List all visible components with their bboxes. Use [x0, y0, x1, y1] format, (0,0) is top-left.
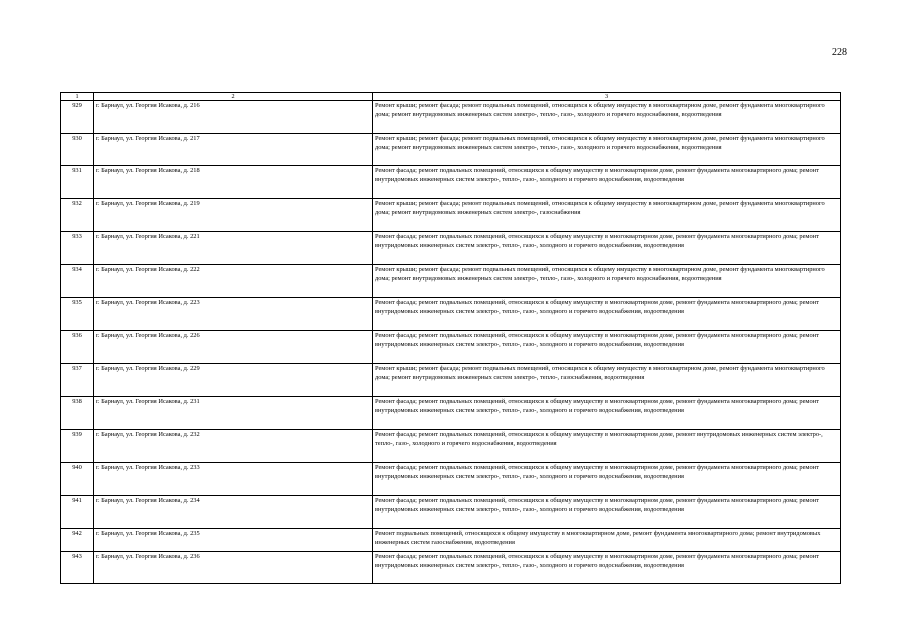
row-address: г. Барнаул, ул. Георгия Исакова, д. 217	[94, 134, 373, 166]
row-works: Ремонт крыши; ремонт фасада; ремонт подвальных помещений, относящихся к общему имуществу в многоквартирном доме, ремонт фундамента многоквартирного дома; ремонт внутридомовых инженерных систем электро-, газоснабжения	[373, 199, 841, 232]
row-number: 936	[61, 331, 94, 364]
page-number: 228	[832, 47, 847, 58]
table-row	[61, 397, 841, 430]
row-works: Ремонт фасада; ремонт подвальных помещений, относящихся к общему имуществу в многоквартирном доме, ремонт фундамента многоквартирного дома; ремонт внутридомовых инженерных систем электро-, тепло-, газо-, холодного и горячего водоснабжения, водоотведения	[373, 496, 841, 529]
row-address: г. Барнаул, ул. Георгия Исакова, д. 222	[94, 265, 373, 298]
column-header-number: 1	[61, 93, 94, 101]
row-number: 939	[61, 430, 94, 463]
row-address: г. Барнаул, ул. Георгия Исакова, д. 229	[94, 364, 373, 397]
table-row	[61, 134, 841, 166]
row-works: Ремонт фасада; ремонт подвальных помещений, относящихся к общему имуществу в многоквартирном доме, ремонт фундамента многоквартирного дома; ремонт внутридомовых инженерных систем электро-, тепло-, газо-, холодного и горячего водоснабжения, водоотведения	[373, 463, 841, 496]
row-number: 934	[61, 265, 94, 298]
row-address: г. Барнаул, ул. Георгия Исакова, д. 223	[94, 298, 373, 331]
row-works: Ремонт крыши; ремонт фасада; ремонт подвальных помещений, относящихся к общему имуществу в многоквартирном доме, ремонт фундамента многоквартирного дома; ремонт внутридомовых инженерных систем электро-, тепло-, газо-, холодного и горячего водоснабжения, водоотведения	[373, 101, 841, 134]
row-address: г. Барнаул, ул. Георгия Исакова, д. 221	[94, 232, 373, 265]
row-number: 940	[61, 463, 94, 496]
row-number: 941	[61, 496, 94, 529]
row-address: г. Барнаул, ул. Георгия Исакова, д. 236	[94, 552, 373, 584]
row-number: 938	[61, 397, 94, 430]
row-works: Ремонт фасада; ремонт подвальных помещений, относящихся к общему имуществу в многоквартирном доме, ремонт фундамента многоквартирного дома; ремонт внутридомовых инженерных систем электро-, тепло-, газо-, холодного и горячего водоснабжения, водоотведения	[373, 298, 841, 331]
column-header-address: 2	[94, 93, 373, 101]
table-row	[61, 552, 841, 584]
row-number: 942	[61, 529, 94, 552]
row-works: Ремонт крыши; ремонт фасада; ремонт подвальных помещений, относящихся к общему имуществу в многоквартирном доме, ремонт фундамента многоквартирного дома; ремонт внутридомовых инженерных систем электро-, тепло-, газо-, холодного и горячего водоснабжения, водоотведения	[373, 265, 841, 298]
row-works: Ремонт фасада; ремонт подвальных помещений, относящихся к общему имуществу в многоквартирном доме, ремонт фундамента многоквартирного дома; ремонт внутридомовых инженерных систем электро-, тепло-, газо-, холодного и горячего водоснабжения, водоотведения	[373, 166, 841, 199]
row-works: Ремонт фасада; ремонт подвальных помещений, относящихся к общему имуществу в многоквартирном доме, ремонт внутридомовых инженерных систем электро-, тепло-, газо-, холодного и горячего водоснабжения, водоотведения	[373, 430, 841, 463]
row-address: г. Барнаул, ул. Георгия Исакова, д. 218	[94, 166, 373, 199]
row-address: г. Барнаул, ул. Георгия Исакова, д. 231	[94, 397, 373, 430]
row-address: г. Барнаул, ул. Георгия Исакова, д. 219	[94, 199, 373, 232]
table-row	[61, 430, 841, 463]
row-address: г. Барнаул, ул. Георгия Исакова, д. 233	[94, 463, 373, 496]
row-works: Ремонт фасада; ремонт подвальных помещений, относящихся к общему имуществу в многоквартирном доме, ремонт фундамента многоквартирного дома; ремонт внутридомовых инженерных систем электро-, тепло-, газо-, холодного и горячего водоснабжения, водоотведения	[373, 552, 841, 584]
row-works: Ремонт фасада; ремонт подвальных помещений, относящихся к общему имуществу в многоквартирном доме, ремонт фундамента многоквартирного дома; ремонт внутридомовых инженерных систем электро-, тепло-, газо-, холодного и горячего водоснабжения, водоотведения	[373, 331, 841, 364]
row-address: г. Барнаул, ул. Георгия Исакова, д. 216	[94, 101, 373, 134]
table-row	[61, 331, 841, 364]
row-address: г. Барнаул, ул. Георгия Исакова, д. 226	[94, 331, 373, 364]
row-number: 930	[61, 134, 94, 166]
row-number: 929	[61, 101, 94, 134]
table-row	[61, 101, 841, 134]
table-row	[61, 298, 841, 331]
table-row	[61, 463, 841, 496]
table-row	[61, 199, 841, 232]
table-row	[61, 232, 841, 265]
row-works: Ремонт крыши; ремонт фасада; ремонт подвальных помещений, относящихся к общему имуществу в многоквартирном доме, ремонт фундамента многоквартирного дома; ремонт внутридомовых инженерных систем электро-, тепло-, газо-, холодного и горячего водоснабжения, водоотведения	[373, 134, 841, 166]
row-address: г. Барнаул, ул. Георгия Исакова, д. 232	[94, 430, 373, 463]
row-address: г. Барнаул, ул. Георгия Исакова, д. 234	[94, 496, 373, 529]
row-works: Ремонт подвальных помещений, относящихся к общему имуществу в многоквартирном доме, ремонт фундамента многоквартирного дома; ремонт внутридомовых инженерных систем газоснабжения, водоотведения	[373, 529, 841, 552]
table-row	[61, 496, 841, 529]
row-number: 943	[61, 552, 94, 584]
row-number: 937	[61, 364, 94, 397]
row-number: 931	[61, 166, 94, 199]
table-row	[61, 529, 841, 552]
table-row	[61, 364, 841, 397]
row-address: г. Барнаул, ул. Георгия Исакова, д. 235	[94, 529, 373, 552]
row-number: 933	[61, 232, 94, 265]
table-row	[61, 166, 841, 199]
row-number: 935	[61, 298, 94, 331]
repair-registry-table	[60, 92, 841, 584]
row-works: Ремонт фасада; ремонт подвальных помещений, относящихся к общему имуществу в многоквартирном доме, ремонт фундамента многоквартирного дома; ремонт внутридомовых инженерных систем электро-, тепло-, газо-, холодного и горячего водоснабжения, водоотведения	[373, 397, 841, 430]
row-works: Ремонт крыши; ремонт фасада; ремонт подвальных помещений, относящихся к общему имуществу в многоквартирном доме, ремонт фундамента многоквартирного дома; ремонт внутридомовых инженерных систем электро-, тепло-, газоснабжения, водоотведения	[373, 364, 841, 397]
table-header-row	[61, 93, 841, 101]
table-row	[61, 265, 841, 298]
row-number: 932	[61, 199, 94, 232]
row-works: Ремонт фасада; ремонт подвальных помещений, относящихся к общему имуществу в многоквартирном доме, ремонт фундамента многоквартирного дома; ремонт внутридомовых инженерных систем электро-, тепло-, газо-, холодного и горячего водоснабжения, водоотведения	[373, 232, 841, 265]
column-header-works: 3	[373, 93, 841, 101]
